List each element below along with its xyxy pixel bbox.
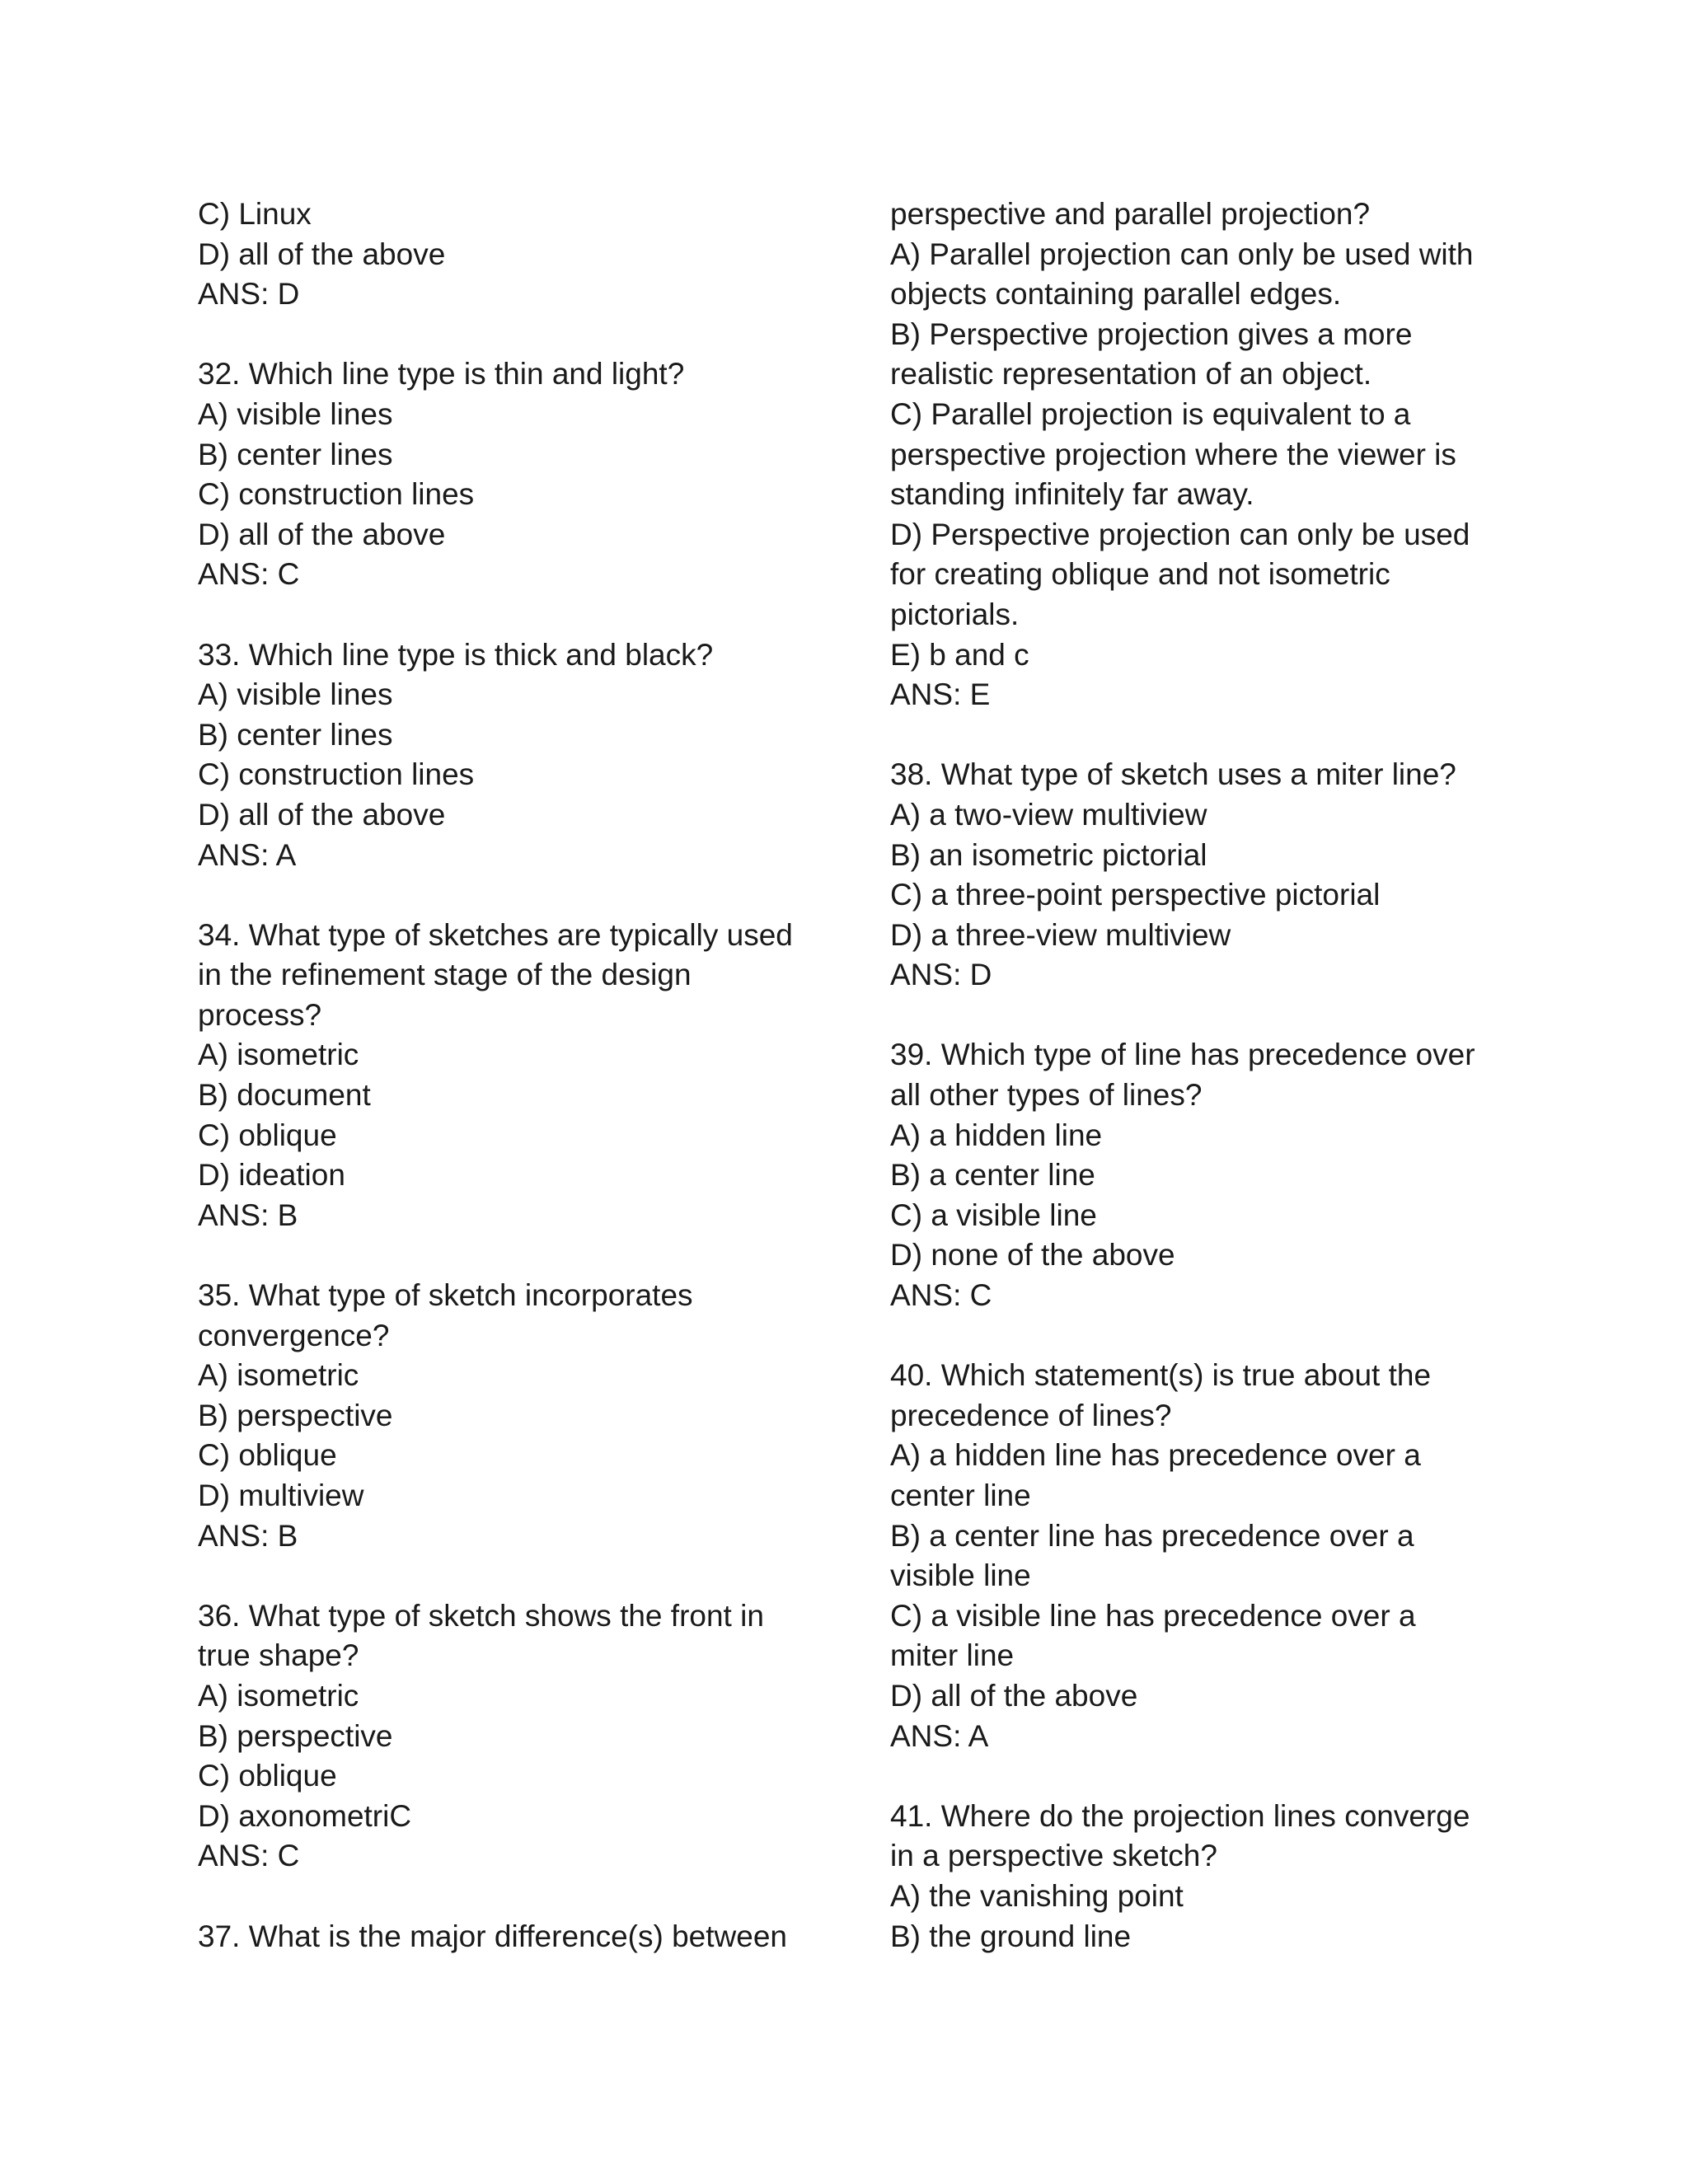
text-line: convergence? xyxy=(198,1318,390,1352)
text-line: A) isometric xyxy=(198,1678,359,1713)
text-line: precedence of lines? xyxy=(890,1398,1172,1432)
text-line: C) construction lines xyxy=(198,757,475,792)
text-line: 37. What is the major difference(s) between xyxy=(198,1919,787,1953)
text-line: D) all of the above xyxy=(198,797,446,832)
text-line: A) Parallel projection can only be used with xyxy=(890,237,1474,271)
paragraph-spacer xyxy=(198,1556,824,1596)
text-line: A) a hidden line xyxy=(890,1118,1103,1152)
text-line: 39. Which type of line has precedence over xyxy=(890,1038,1475,1072)
paragraph-spacer xyxy=(890,1316,1484,1357)
paragraph-spacer xyxy=(890,715,1484,756)
paragraph-spacer xyxy=(198,875,824,916)
text-line: 33. Which line type is thick and black? xyxy=(198,637,714,672)
text-line: B) the ground line xyxy=(890,1919,1132,1953)
text-line: C) oblique xyxy=(198,1118,337,1152)
text-line: miter line xyxy=(890,1638,1015,1673)
text-line: B) perspective xyxy=(198,1718,393,1753)
text-line: 35. What type of sketch incorporates xyxy=(198,1278,693,1313)
text-line: 32. Which line type is thin and light? xyxy=(198,357,685,391)
text-line: D) multiview xyxy=(198,1479,364,1512)
text-line: ANS: C xyxy=(198,557,300,592)
text-line: A) visible lines xyxy=(198,677,393,712)
text-line: A) the vanishing point xyxy=(890,1878,1184,1913)
text-line: C) Parallel projection is equivalent to a xyxy=(890,396,1411,431)
text-line: ANS: C xyxy=(198,1839,300,1873)
text-line: C) oblique xyxy=(198,1759,337,1793)
text-line: A) a hidden line has precedence over a xyxy=(890,1438,1421,1473)
text-line: C) a visible line has precedence over a xyxy=(890,1598,1416,1633)
text-line: D) axonometriC xyxy=(198,1798,412,1833)
paragraph-spacer xyxy=(890,1756,1484,1797)
text-line: in a perspective sketch? xyxy=(890,1839,1217,1873)
paragraph-spacer xyxy=(198,1235,824,1276)
text-line: B) a center line has precedence over a xyxy=(890,1518,1414,1553)
text-line: ANS: A xyxy=(198,837,297,872)
text-line: C) construction lines xyxy=(198,477,475,512)
paragraph-spacer xyxy=(198,1877,824,1917)
text-line: B) document xyxy=(198,1078,371,1113)
text-line: B) perspective xyxy=(198,1398,393,1432)
text-line: 34. What type of sketches are typically used xyxy=(198,917,793,952)
text-line: A) isometric xyxy=(198,1358,359,1393)
text-line: ANS: D xyxy=(890,958,992,992)
text-line: D) all of the above xyxy=(198,237,446,271)
text-line: D) all of the above xyxy=(890,1678,1138,1713)
text-line: B) center lines xyxy=(198,437,393,471)
text-line: standing infinitely far away. xyxy=(890,477,1254,512)
text-line: perspective and parallel projection? xyxy=(890,197,1371,231)
text-line: perspective projection where the viewer is xyxy=(890,437,1456,471)
text-line: D) Perspective projection can only be used xyxy=(890,517,1470,551)
text-line: ANS: D xyxy=(198,277,300,312)
text-line: 41. Where do the projection lines converge xyxy=(890,1798,1470,1833)
text-line: for creating oblique and not isometric xyxy=(890,557,1390,592)
text-line: A) isometric xyxy=(198,1038,359,1072)
text-line: C) oblique xyxy=(198,1438,337,1473)
text-line: A) visible lines xyxy=(198,396,393,431)
text-line: C) Linux xyxy=(198,197,312,231)
text-line: ANS: A xyxy=(890,1718,989,1753)
text-line: visible line xyxy=(890,1558,1031,1593)
text-line: C) a three-point perspective pictorial xyxy=(890,878,1381,912)
text-line: process? xyxy=(198,997,322,1032)
text-line: A) a two-view multiview xyxy=(890,797,1207,832)
text-line: realistic representation of an object. xyxy=(890,357,1372,391)
right-text-column xyxy=(890,194,1484,1957)
left-text-column xyxy=(198,194,824,1957)
text-line: ANS: C xyxy=(890,1278,992,1313)
text-line: D) none of the above xyxy=(890,1238,1175,1272)
text-line: D) a three-view multiview xyxy=(890,917,1231,952)
text-line: 40. Which statement(s) is true about the xyxy=(890,1358,1432,1393)
text-line: E) b and c xyxy=(890,637,1029,672)
text-line: pictorials. xyxy=(890,597,1020,631)
text-line: ANS: B xyxy=(198,1197,298,1232)
text-line: center line xyxy=(890,1479,1031,1512)
text-line: 38. What type of sketch uses a miter line? xyxy=(890,757,1456,792)
paragraph-spacer xyxy=(198,595,824,635)
text-line: objects containing parallel edges. xyxy=(890,277,1342,312)
text-line: B) an isometric pictorial xyxy=(890,837,1207,872)
text-line: B) center lines xyxy=(198,717,393,752)
text-line: true shape? xyxy=(198,1638,359,1673)
paragraph-spacer xyxy=(198,315,824,355)
text-line: ANS: E xyxy=(890,677,991,712)
text-line: in the refinement stage of the design xyxy=(198,958,692,992)
text-line: D) all of the above xyxy=(198,517,446,551)
text-line: B) a center line xyxy=(890,1158,1095,1193)
text-line: ANS: B xyxy=(198,1518,298,1553)
text-line: 36. What type of sketch shows the front in xyxy=(198,1598,764,1633)
paragraph-spacer xyxy=(890,996,1484,1036)
text-line: all other types of lines? xyxy=(890,1078,1203,1113)
text-line: B) Perspective projection gives a more xyxy=(890,316,1413,351)
text-line: C) a visible line xyxy=(890,1197,1097,1232)
text-line: D) ideation xyxy=(198,1158,345,1193)
